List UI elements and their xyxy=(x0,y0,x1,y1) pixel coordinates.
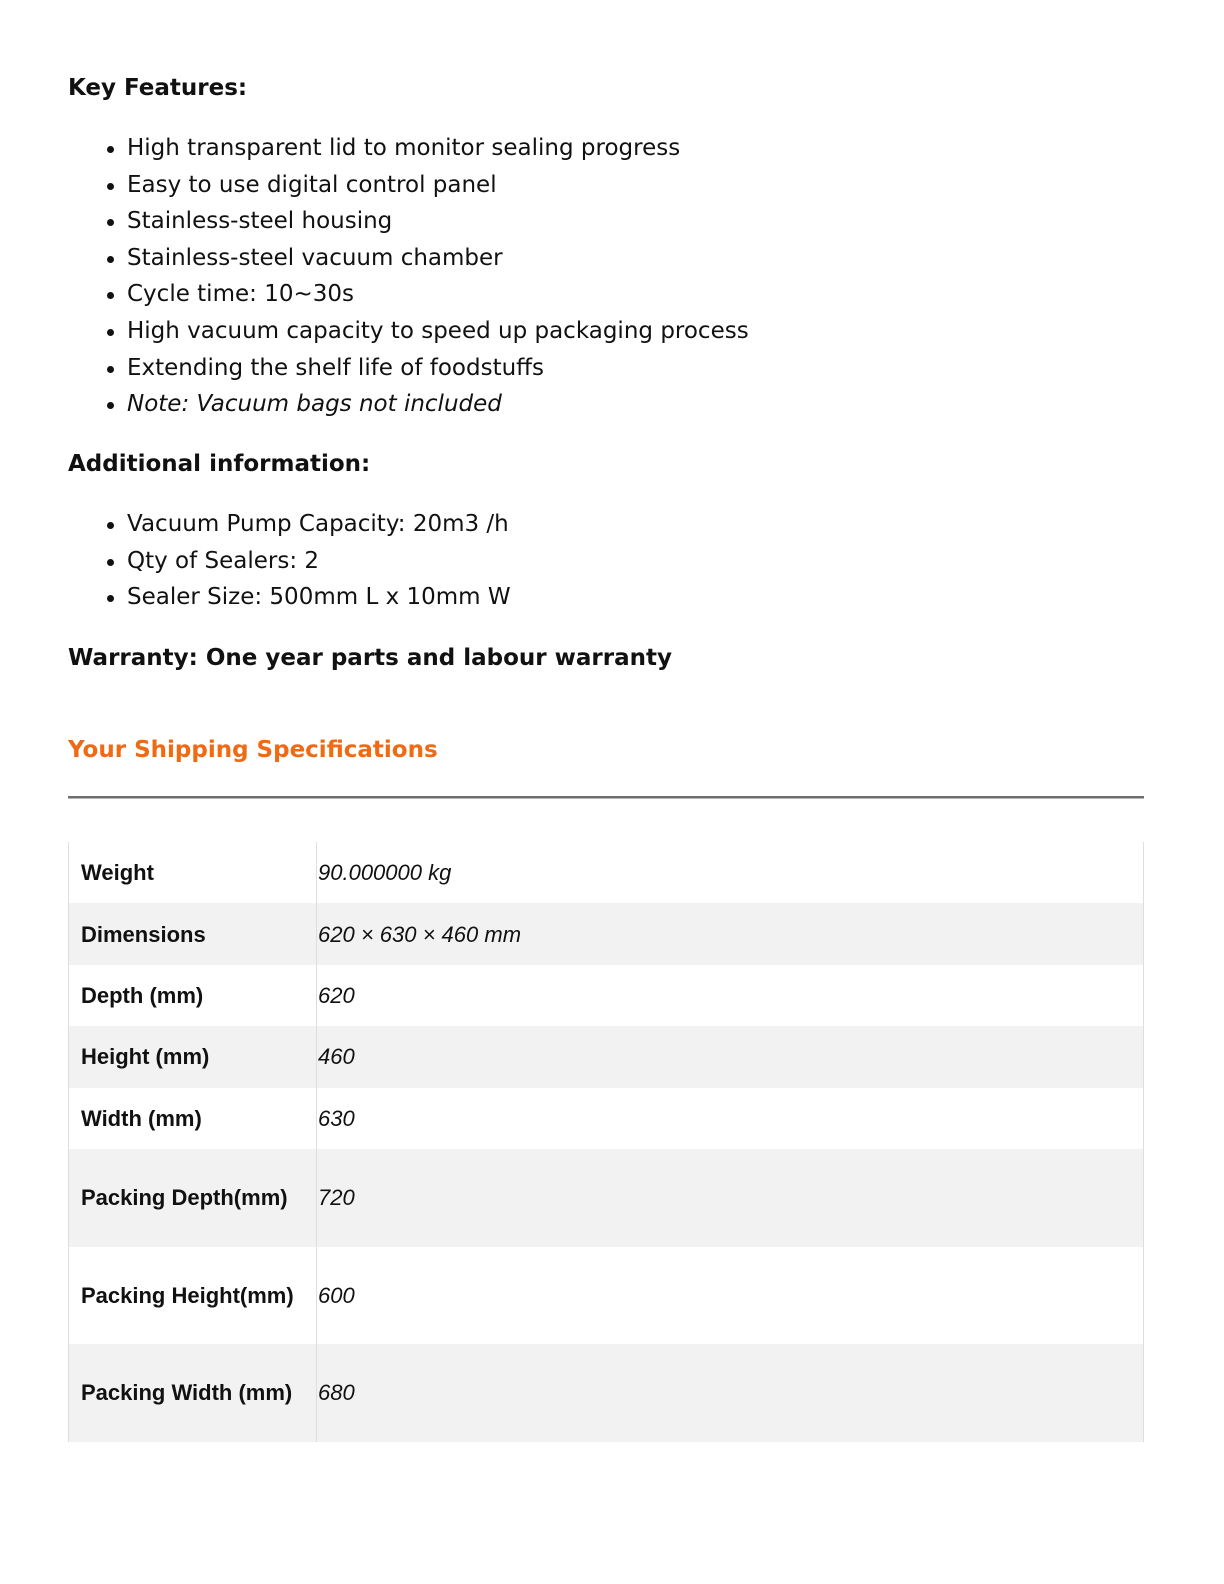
table-row xyxy=(69,842,1144,903)
key-features-list xyxy=(68,130,749,423)
list-item: High vacuum capacity to speed up packaging process xyxy=(127,313,749,350)
spec-value: 630 xyxy=(317,1088,1144,1149)
spec-value: 620 xyxy=(317,965,1144,1026)
warranty-heading: Warranty: One year parts and labour warranty xyxy=(68,645,672,671)
list-item: Stainless-steel vacuum chamber xyxy=(127,240,749,277)
spec-label: Packing Width (mm) xyxy=(69,1344,317,1442)
table-row xyxy=(69,965,1144,1026)
table-row xyxy=(69,1247,1144,1345)
spec-value: 600 xyxy=(317,1247,1144,1345)
table-row xyxy=(69,1026,1144,1087)
spec-value: 620 × 630 × 460 mm xyxy=(317,903,1144,964)
table-row xyxy=(69,903,1144,964)
spec-value: 680 xyxy=(317,1344,1144,1442)
shipping-specifications-title: Your Shipping Specifications xyxy=(68,737,438,763)
spec-label: Height (mm) xyxy=(69,1026,317,1087)
list-item: Sealer Size: 500mm L x 10mm W xyxy=(127,579,511,616)
list-item: Cycle time: 10~30s xyxy=(127,276,749,313)
section-divider xyxy=(68,796,1144,799)
spec-value: 90.000000 kg xyxy=(317,842,1144,903)
spec-label: Packing Depth(mm) xyxy=(69,1149,317,1247)
key-features-heading: Key Features: xyxy=(68,75,248,101)
spec-label: Weight xyxy=(69,842,317,903)
additional-information-list xyxy=(68,506,511,616)
table-row xyxy=(69,1149,1144,1247)
list-item: High transparent lid to monitor sealing progress xyxy=(127,130,749,167)
shipping-specifications-table xyxy=(68,842,1144,1442)
spec-value: 460 xyxy=(317,1026,1144,1087)
table-row xyxy=(69,1088,1144,1149)
spec-value: 720 xyxy=(317,1149,1144,1247)
spec-label: Depth (mm) xyxy=(69,965,317,1026)
spec-label: Dimensions xyxy=(69,903,317,964)
spec-label: Width (mm) xyxy=(69,1088,317,1149)
table-row xyxy=(69,1344,1144,1442)
list-item: Easy to use digital control panel xyxy=(127,167,749,204)
list-item: Vacuum Pump Capacity: 20m3 /h xyxy=(127,506,511,543)
list-item: Qty of Sealers: 2 xyxy=(127,543,511,580)
additional-information-heading: Additional information: xyxy=(68,451,371,477)
list-item: Stainless-steel housing xyxy=(127,203,749,240)
list-item-note: Note: Vacuum bags not included xyxy=(127,386,749,423)
spec-label: Packing Height(mm) xyxy=(69,1247,317,1345)
list-item: Extending the shelf life of foodstuffs xyxy=(127,350,749,387)
